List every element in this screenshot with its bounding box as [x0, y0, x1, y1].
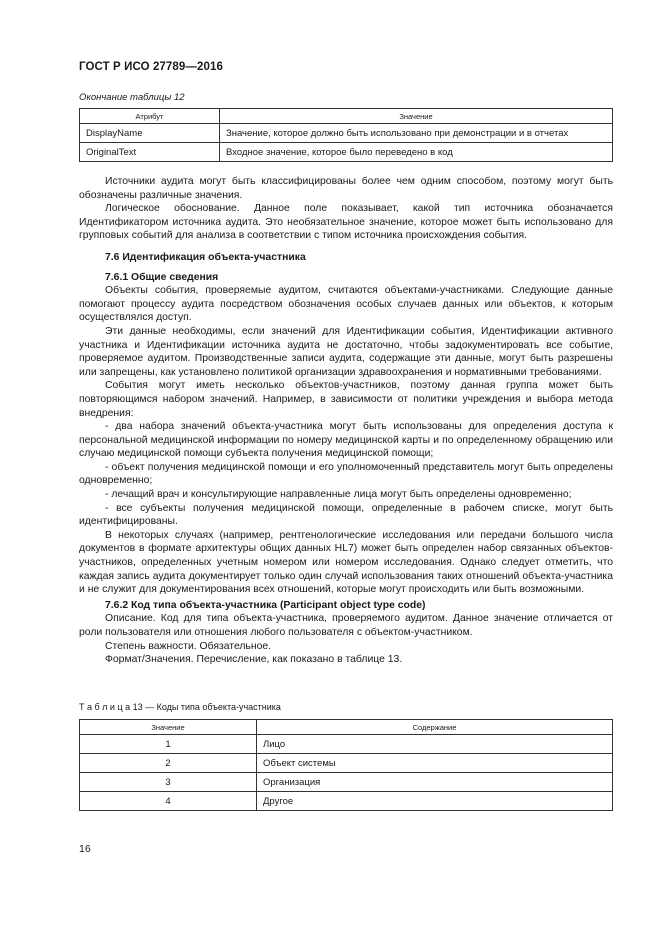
paragraph: Описание. Код для типа объекта-участника, проверяемого аудитом. Данное значение отличается от роли пользователя или отношения любого пользователя с объектом-участником. [79, 613, 613, 638]
table-13-caption: Т а б л и ц а 13 — Коды типа объекта-участника [79, 702, 281, 712]
table-header-row [80, 720, 613, 735]
table-cell: Объект системы [257, 754, 613, 773]
table-cell: DisplayName [80, 124, 220, 143]
list-item: - все субъекты получения медицинской помощи, определенные в рабочем списке, могут быть идентифицированы. [79, 502, 613, 528]
table-cell: Лицо [257, 735, 613, 754]
paragraph: События могут иметь несколько объектов-участников, поэтому данная группа может быть повторяющимся набором значений. Например, в зависимости от политики учреждения и выбора метода внедрения: [79, 380, 613, 419]
table-cell: 3 [80, 773, 257, 792]
table-cell: Значение, которое должно быть использовано при демонстрации и в отчетах [220, 124, 613, 143]
table-cell: OriginalText [80, 143, 220, 162]
column-header: Атрибут [80, 109, 220, 124]
table-cell: 2 [80, 754, 257, 773]
table-row [80, 754, 613, 773]
column-header: Значение [220, 109, 613, 124]
paragraph: В некоторых случаях (например, рентгенологические исследования или передачи большого числа документов в формате архитектуры общих данных HL7) может быть определен набор связанных объектов-участников, определенных учетным номером или номером исследования. Однако следует отметить, что каждая запись аудита документирует только один случай использования таких отношений объекта-участника и не служит для документирования всех отношений, которые могут происходить или быть возможными. [79, 529, 613, 596]
table-row [80, 143, 613, 162]
table-cell: Входное значение, которое было переведено в код [220, 143, 613, 162]
table-cell: 4 [80, 792, 257, 811]
body-text [79, 175, 613, 667]
table-cell: Организация [257, 773, 613, 792]
column-header: Значение [80, 720, 257, 735]
subsection-heading: 7.6.1 Общие сведения [105, 271, 219, 283]
list-item: - объект получения медицинской помощи и его уполномоченный представитель могут быть определены одновременно; [79, 461, 613, 487]
table-12 [79, 108, 613, 162]
paragraph: Формат/Значения. Перечисление, как показано в таблице 13. [105, 654, 403, 666]
paragraph: Эти данные необходимы, если значений для Идентификации события, Идентификации активного участника и Идентификации источника аудита не достаточно, чтобы задокументировать все событие, проверяемое аудитом. Производственные записи аудита, содержащие эти данные, могут быть разрешены или запрещены, как установлено политикой организации здравоохранения и нормативными требованиями. [79, 325, 613, 378]
page-number: 16 [79, 843, 91, 855]
section-heading: 7.6 Идентификация объекта-участника [105, 251, 306, 263]
paragraph: Источники аудита могут быть классифицированы более чем одним способом, поэтому могут быть обозначены различные значения. [79, 176, 613, 201]
paragraph: Объекты события, проверяемые аудитом, считаются объектами-участниками. Следующие данные помогают процессу аудита посредством обозначения особых случаев данных или объектов, к которым осуществлялся доступ. [79, 285, 613, 324]
table-cell: Другое [257, 792, 613, 811]
table-row [80, 124, 613, 143]
table-13 [79, 719, 613, 811]
table-row [80, 773, 613, 792]
table-row [80, 792, 613, 811]
table-row [80, 735, 613, 754]
list-item: - лечащий врач и консультирующие направленные лица могут быть определены одновременно; [105, 489, 572, 501]
column-header: Содержание [257, 720, 613, 735]
paragraph: Логическое обоснование. Данное поле показывает, какой тип источника обозначается Идентификатором источника аудита. Это необязательное значение, которое может быть использовано для групповых событий для анализа в соответствии с типом источника происхождения события. [79, 203, 613, 242]
document-header: ГОСТ Р ИСО 27789—2016 [79, 61, 224, 73]
paragraph: Степень важности. Обязательное. [105, 640, 272, 652]
table-12-caption: Окончание таблицы 12 [79, 92, 185, 103]
list-item: - два набора значений объекта-участника могут быть использованы для определения доступа к персональной медицинской информации по номеру медицинской карты и по определенному обращению или случаю медицинской помощи субъекта получения медицинской помощи; [79, 421, 613, 460]
subsection-heading: 7.6.2 Код типа объекта-участника (Participant object type code) [105, 599, 426, 611]
table-header-row [80, 109, 613, 124]
table-cell: 1 [80, 735, 257, 754]
